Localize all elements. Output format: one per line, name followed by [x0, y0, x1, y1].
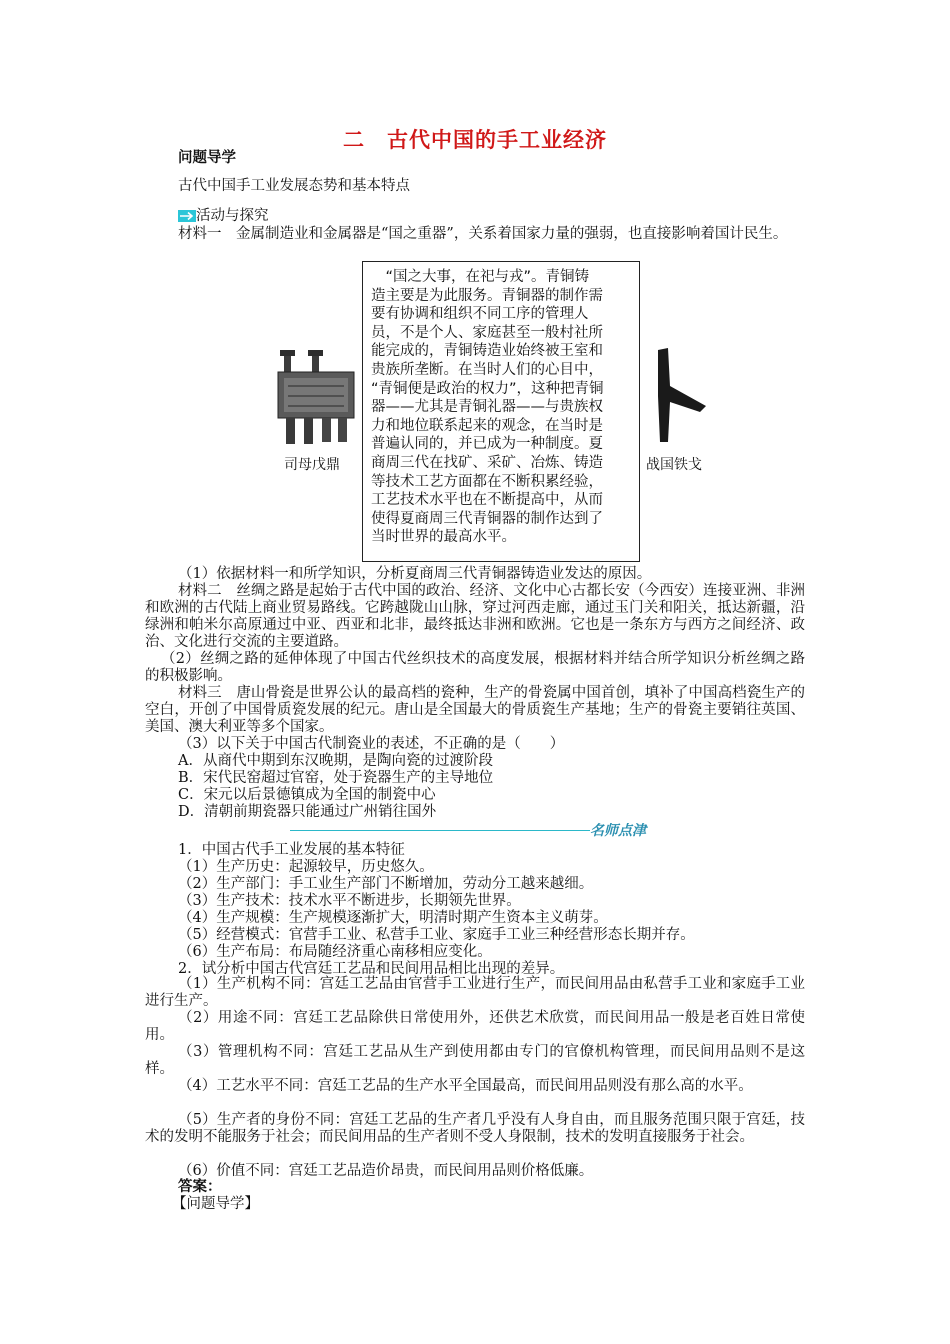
option-b: B．宋代民窑超过官窑，处于瓷器生产的主导地位: [178, 770, 494, 786]
material-2: 材料二 丝绸之路是起始于古代中国的政治、经济、文化中心古都长安（今西安）连接亚洲、非洲和欧洲的古代陆上商业贸易路线。它跨越陇山山脉，穿过河西走廊，通过玉门关和阳关，抵达新疆，沿绿洲和帕米尔高原通过中亚、西亚和北非，最终抵达非洲和欧洲。它也是一条东方与西方之间经济、政治、文化进行交流的主要道路。: [145, 583, 805, 650]
quote-line: 商周三代在找矿、采矿、冶炼、铸造: [371, 454, 603, 471]
page-title: 二 古代中国的手工业经济: [343, 128, 607, 152]
diff-2: （2）用途不同：宫廷工艺品除供日常使用外，还供艺术欣赏，而民间用品一般是老百姓日常使用。: [145, 1010, 805, 1043]
note-line: （4）生产规模：生产规模逐渐扩大，明清时期产生资本主义萌芽。: [178, 910, 608, 926]
diff-4: （4）工艺水平不同：宫廷工艺品的生产水平全国最高，而民间用品则没有那么高的水平。: [178, 1078, 753, 1094]
section-divider: [290, 830, 590, 831]
diff-3: （3）管理机构不同：宫廷工艺品从生产到使用都由专门的官僚机构管理，而民间用品则不是这样。: [145, 1044, 805, 1077]
ding-image: [276, 350, 358, 446]
quote-line: “青铜便是政治的权力”，这种把青铜: [371, 380, 604, 397]
note-line: 2．试分析中国古代宫廷工艺品和民间用品相比出现的差异。: [178, 961, 565, 977]
quote-line: 工艺技术水平也在不断提高中，从而: [371, 492, 603, 509]
option-d: D．清朝前期瓷器只能通过广州销往国外: [178, 804, 437, 820]
diff-6: （6）价值不同：宫廷工艺品造价昂贵，而民间用品则价格低廉。: [178, 1163, 594, 1179]
answer-section: 【问题导学】: [172, 1196, 259, 1212]
guide-heading: 问题导学: [178, 150, 236, 166]
caption-right: 战国铁戈: [646, 457, 702, 473]
diff-5: （5）生产者的身份不同：宫廷工艺品的生产者几乎没有人身自由，而且服务范围只限于宫廷，技术的发明不能服务于社会；而民间用品的生产者则不受人身限制，技术的发明直接服务于社会。: [145, 1112, 805, 1145]
quote-line: “国之大事，在祀与戎”。青铜铸: [371, 269, 590, 285]
ge-image: [650, 346, 710, 446]
note-line: （5）经营模式：官营手工业、私营手工业、家庭手工业三种经营形态长期并存。: [178, 927, 695, 943]
quote-line: 普遍认同的，并已成为一种制度。夏: [371, 436, 603, 453]
quote-line: 当时世界的最高水平。: [371, 529, 516, 546]
quote-line: 贵族所垄断。在当时人们的心目中，: [371, 361, 603, 378]
quote-line: 力和地位联系起来的观念，在当时是: [371, 417, 603, 434]
quote-line: 要有协调和组织不同工序的管理人: [371, 306, 589, 323]
note-line: 1．中国古代手工业发展的基本特征: [178, 842, 405, 858]
quote-line: 器——尤其是青铜礼器——与贵族权: [371, 399, 603, 416]
quote-line: 员，不是个人、家庭甚至一般村社所: [371, 324, 603, 341]
answer-label: 答案：: [178, 1179, 222, 1195]
option-a: A．从商代中期到东汉晚期，是陶向瓷的过渡阶段: [178, 753, 493, 769]
arrow-icon: [178, 210, 196, 222]
guide-topic: 古代中国手工业发展态势和基本特点: [178, 178, 410, 194]
note-line: （6）生产布局：布局随经济重心南移相应变化。: [178, 944, 492, 960]
activity-label: 活动与探究: [196, 208, 269, 224]
note-line: （2）生产部门：手工业生产部门不断增加，劳动分工越来越细。: [178, 876, 594, 892]
material-3: 材料三 唐山骨瓷是世界公认的最高档的瓷种，生产的骨瓷属中国首创，填补了中国高档瓷生产的空白，开创了中国骨质瓷发展的纪元。唐山是全国最大的骨质瓷生产基地；生产的骨瓷主要销往英国、美国、澳大利亚等多个国家。: [145, 685, 805, 735]
quote-box: [362, 261, 640, 562]
material-1: 材料一 金属制造业和金属器是“国之重器”，关系着国家力量的强弱，也直接影响着国计民生。: [178, 226, 788, 242]
question-3: （3）以下关于中国古代制瓷业的表述，不正确的是（ ）: [178, 736, 565, 752]
diff-1: （1）生产机构不同：宫廷工艺品由官营手工业进行生产，而民间用品由私营手工业和家庭手工业进行生产。: [145, 976, 805, 1009]
note-line: （3）生产技术：技术水平不断进步，长期领先世界。: [178, 893, 521, 909]
quote-line: 能完成的，青铜铸造业始终被王室和: [371, 343, 603, 360]
quote-line: 使得夏商周三代青铜器的制作达到了: [371, 510, 603, 527]
tips-badge: 名师点津: [590, 823, 646, 839]
caption-left: 司母戊鼎: [284, 457, 340, 473]
question-2: （2）丝绸之路的延伸体现了中国古代丝织技术的高度发展，根据材料并结合所学知识分析丝绸之路的积极影响。: [145, 651, 805, 684]
quote-line: 等技术工艺方面都在不断积累经验，: [371, 473, 603, 490]
question-1: （1）依据材料一和所学知识，分析夏商周三代青铜器铸造业发达的原因。: [178, 566, 652, 582]
option-c: C．宋元以后景德镇成为全国的制瓷中心: [178, 787, 436, 803]
note-line: （1）生产历史：起源较早，历史悠久。: [178, 859, 434, 875]
quote-line: 造主要是为此服务。青铜器的制作需: [371, 287, 603, 304]
